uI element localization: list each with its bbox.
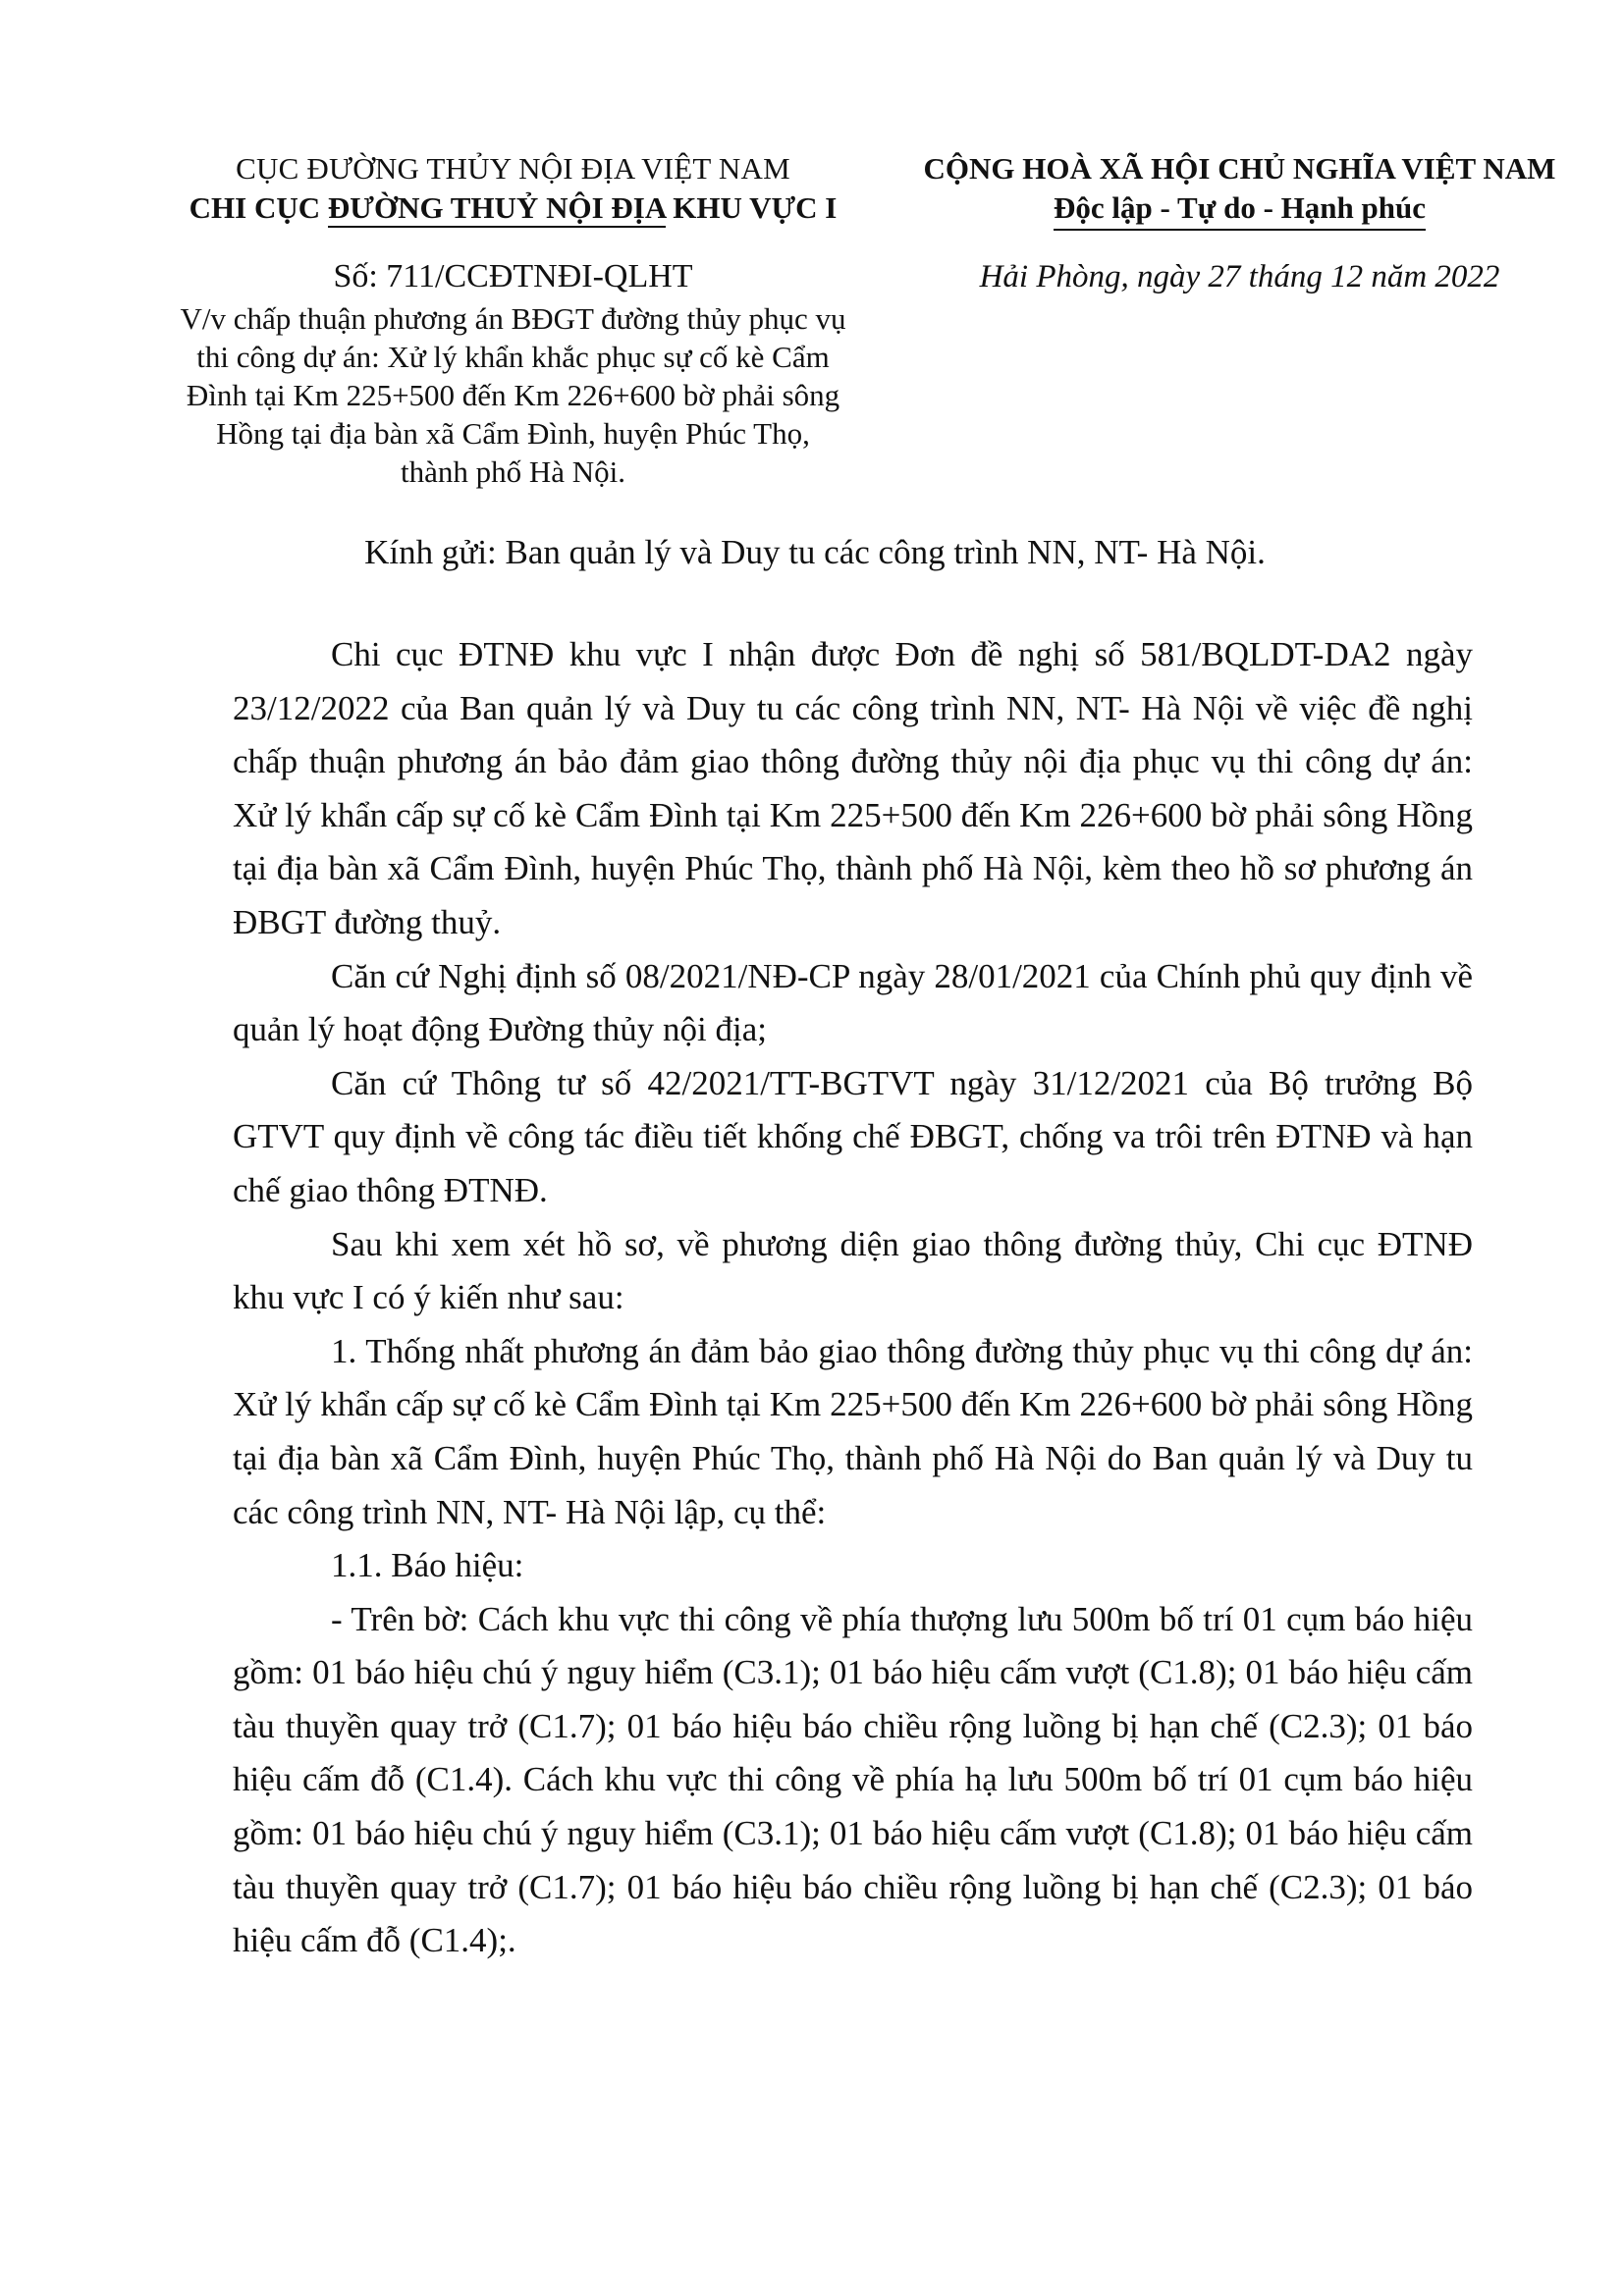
letter-body	[233, 628, 1473, 1968]
body-paragraph: Căn cứ Nghị định số 08/2021/NĐ-CP ngày 28/01/2021 của Chính phủ quy định về quản lý hoạt động Đường thủy nội địa;	[233, 956, 1473, 1049]
body-paragraph: Chi cục ĐTNĐ khu vực I nhận được Đơn đề nghị số 581/BQLDT-DA2 ngày 23/12/2022 của Ban quản lý và Duy tu các công trình NN, NT- Hà Nội về việc đề nghị chấp thuận phương án bảo đảm giao thông đường thủy nội địa phục vụ thi công dự án: Xử lý khẩn cấp sự cố kè Cẩm Đình tại Km 225+500 đến Km 226+600 bờ phải sông Hồng tại địa bàn xã Cẩm Đình, huyện Phúc Thọ, thành phố Hà Nội, kèm theo hồ sơ phương án ĐBGT đường thuỷ.	[233, 635, 1473, 941]
subject-line: thành phố Hà Nội.	[400, 454, 626, 489]
document-number: Số: 711/CCĐTNĐI-QLHT	[333, 258, 693, 294]
subject-line: Hồng tại địa bàn xã Cẩm Đình, huyện Phúc Thọ,	[216, 416, 810, 451]
nation-title: CỘNG HOÀ XÃ HỘI CHỦ NGHĨA VIỆT NAM	[923, 151, 1556, 186]
section-heading: 1.1. Báo hiệu:	[331, 1546, 524, 1585]
body-paragraph: - Trên bờ: Cách khu vực thi công về phía thượng lưu 500m bố trí 01 cụm báo hiệu gồm: 01 báo hiệu chú ý nguy hiểm (C3.1); 01 báo hiệu cấm vượt (C1.8); 01 báo hiệu cấm tàu thuyền quay trở (C1.7); 01 báo hiệu báo chiều rộng luồng bị hạn chế (C2.3); 01 báo hiệu cấm đỗ (C1.4). Cách khu vực thi công về phía hạ lưu 500m bố trí 01 cụm báo hiệu gồm: 01 báo hiệu chú ý nguy hiểm (C3.1); 01 báo hiệu cấm vượt (C1.8); 01 báo hiệu cấm tàu thuyền quay trở (C1.7); 01 báo hiệu báo chiều rộng luồng bị hạn chế (C2.3); 01 báo hiệu cấm đỗ (C1.4);.	[233, 1599, 1473, 1960]
issuer-block	[147, 149, 879, 228]
sub-agency-underlined: ĐƯỜNG THUỶ NỘI ĐỊA	[328, 190, 666, 228]
recipient-line: Kính gửi: Ban quản lý và Duy tu các công trình NN, NT- Hà Nội.	[364, 533, 1266, 571]
document-date: Hải Phòng, ngày 27 tháng 12 năm 2022	[979, 259, 1500, 294]
sub-agency-part1: CHI CỤC	[189, 190, 328, 225]
national-block	[879, 149, 1600, 231]
sub-agency-name	[147, 188, 879, 228]
body-paragraph: 1. Thống nhất phương án đảm bảo giao thông đường thủy phục vụ thi công dự án: Xử lý khẩn cấp sự cố kè Cẩm Đình tại Km 225+500 đến Km 226+600 bờ phải sông Hồng tại địa bàn xã Cẩm Đình, huyện Phúc Thọ, thành phố Hà Nội do Ban quản lý và Duy tu các công trình NN, NT- Hà Nội lập, cụ thể:	[233, 1331, 1473, 1531]
subject-line: thi công dự án: Xử lý khẩn khắc phục sự cố kè Cẩm	[196, 340, 830, 374]
agency-name: CỤC ĐƯỜNG THỦY NỘI ĐỊA VIỆT NAM	[236, 151, 790, 186]
subject-line: V/v chấp thuận phương án BĐGT đường thủy phục vụ	[180, 301, 846, 336]
subject-line: Đình tại Km 225+500 đến Km 226+600 bờ phải sông	[186, 378, 840, 412]
national-motto: Độc lập - Tự do - Hạnh phúc	[1054, 188, 1426, 231]
sub-agency-part3: KHU VỰC I	[665, 190, 838, 225]
body-paragraph: Căn cứ Thông tư số 42/2021/TT-BGTVT ngày 31/12/2021 của Bộ trưởng Bộ GTVT quy định về công tác điều tiết khống chế ĐBGT, chống va trôi trên ĐTNĐ và hạn chế giao thông ĐTNĐ.	[233, 1063, 1473, 1209]
subject-block	[147, 299, 879, 491]
body-paragraph: Sau khi xem xét hồ sơ, về phương diện giao thông đường thủy, Chi cục ĐTNĐ khu vực I có ý kiến như sau:	[233, 1224, 1473, 1317]
